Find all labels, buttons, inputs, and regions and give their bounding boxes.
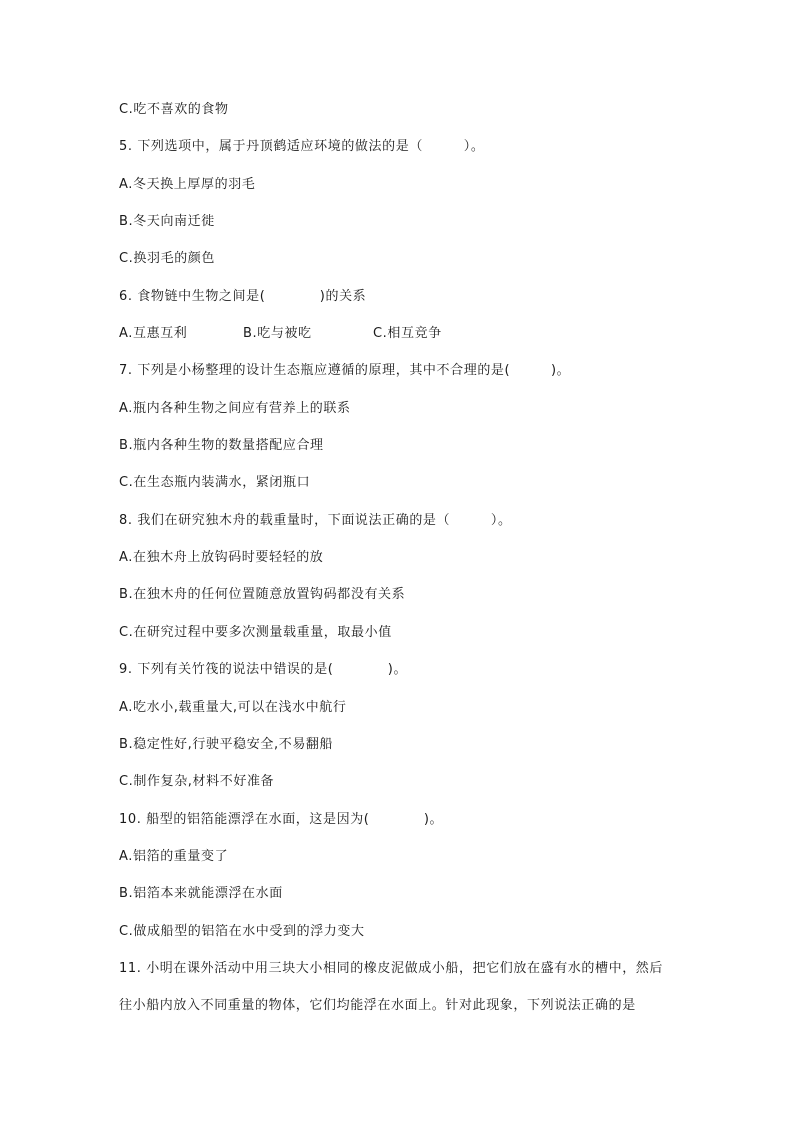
q7-option-c: C.在生态瓶内装满水，紧闭瓶口 <box>119 475 311 490</box>
q7-option-a: A.瓶内各种生物之间应有营养上的联系 <box>119 401 351 416</box>
q5-option-a: A.冬天换上厚厚的羽毛 <box>119 177 256 192</box>
q11-stem-line1: 11. 小明在课外活动中用三块大小相同的橡皮泥做成小船，把它们放在盛有水的槽中，然后 <box>119 961 664 976</box>
q9-option-c: C.制作复杂,材料不好准备 <box>119 774 275 789</box>
q6-option-a: A.互惠互利 <box>119 326 188 341</box>
q6-stem: 6. 食物链中生物之间是( )的关系 <box>119 289 367 304</box>
q6-option-b: B.吃与被吃 <box>243 326 312 341</box>
q7-stem: 7. 下列是小杨整理的设计生态瓶应遵循的原理，其中不合理的是( )。 <box>119 363 571 378</box>
q5-option-b: B.冬天向南迁徙 <box>119 214 215 229</box>
q8-option-b: B.在独木舟的任何位置随意放置钩码都没有关系 <box>119 587 406 602</box>
q10-option-b: B.铝箔本来就能漂浮在水面 <box>119 886 283 901</box>
q9-option-b: B.稳定性好,行驶平稳安全,不易翻船 <box>119 737 334 752</box>
q9-stem: 9. 下列有关竹筏的说法中错误的是( )。 <box>119 662 408 677</box>
q8-stem: 8. 我们在研究独木舟的载重量时，下面说法正确的是（ ）。 <box>119 513 512 528</box>
q10-stem: 10. 船型的铝箔能漂浮在水面，这是因为( )。 <box>119 812 444 827</box>
q5-option-c: C.换羽毛的颜色 <box>119 251 216 266</box>
q10-option-a: A.铝箔的重量变了 <box>119 849 229 864</box>
q8-option-a: A.在独木舟上放钩码时要轻轻的放 <box>119 550 324 565</box>
q5-stem: 5. 下列选项中，属于丹顶鹤适应环境的做法的是（ ）。 <box>119 139 485 154</box>
q6-option-c: C.相互竞争 <box>373 326 442 341</box>
q11-stem-line2: 往小船内放入不同重量的物体，它们均能浮在水面上。针对此现象，下列说法正确的是 <box>119 998 636 1013</box>
q9-option-a: A.吃水小,载重量大,可以在浅水中航行 <box>119 700 347 715</box>
q7-option-b: B.瓶内各种生物的数量搭配应合理 <box>119 438 324 453</box>
q10-option-c: C.做成船型的铝箔在水中受到的浮力变大 <box>119 924 365 939</box>
q8-option-c: C.在研究过程中要多次测量载重量，取最小值 <box>119 625 392 640</box>
q4-option-c: C.吃不喜欢的食物 <box>119 102 229 117</box>
